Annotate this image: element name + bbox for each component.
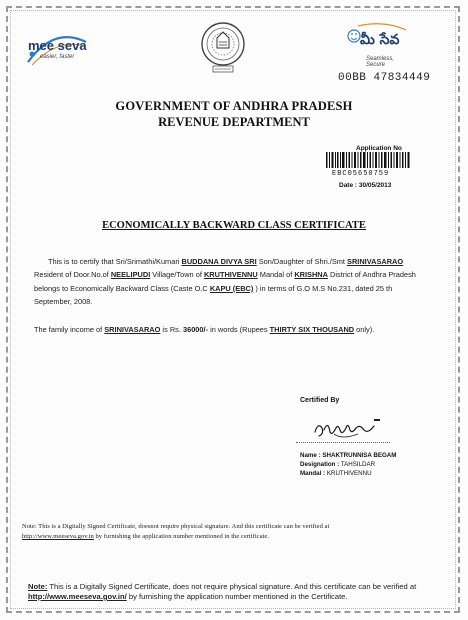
- village-name: NEELIPUDI: [110, 270, 151, 280]
- signatory-designation-row: [300, 461, 375, 468]
- p1-intro: This is to certify that Sri/Srimathi/Kumari: [48, 257, 182, 266]
- note-small-link[interactable]: http://www.meeseva.gov.in: [22, 533, 94, 540]
- mandal-name: KRUTHIVENNU: [203, 270, 258, 280]
- note-link[interactable]: http://www.meeseva.gov.in/: [28, 592, 127, 601]
- note-text: This is a Digitally Signed Certificate, does not require physical signature. And this certificate can be verified at: [47, 582, 417, 591]
- p2-end: only).: [354, 325, 375, 334]
- digital-signature-note-small: [22, 522, 422, 542]
- p1-village: Village/Town of: [150, 270, 204, 280]
- mandal-value: KRUTHIVENNU: [326, 470, 372, 477]
- designation-label: Designation :: [300, 461, 340, 468]
- signatory-mandal-row: [300, 470, 372, 477]
- date-value: 30/05/2013: [358, 182, 392, 189]
- mandal-label: Mandal :: [300, 470, 326, 477]
- certificate-title-text: ECONOMICALLY BACKWARD CLASS CERTIFICATE: [102, 220, 366, 231]
- right-logo-tagline: Seamless, Secure: [366, 56, 395, 68]
- signature-image: [312, 414, 378, 444]
- department-title: REVENUE DEPARTMENT: [158, 115, 310, 129]
- income-paragraph: [34, 323, 430, 336]
- certified-by-label: Certified By: [300, 397, 340, 404]
- certification-paragraph: [34, 255, 430, 309]
- note-small-tail: by furnishing the application number mentioned in the certificate.: [93, 533, 269, 540]
- signatory-name: SHAKTRUNNISA BEGAM: [322, 452, 397, 459]
- government-title: GOVERNMENT OF ANDHRA PRADESH: [115, 99, 353, 113]
- district-name: KRISHNA: [294, 270, 328, 280]
- digital-signature-note: [28, 582, 448, 602]
- applicant-name: BUDDANA DIVYA SRI: [181, 257, 257, 266]
- p1-mandal: Mandal of: [257, 270, 295, 280]
- date-label: Date :: [339, 182, 358, 189]
- signature-mark: [374, 419, 380, 421]
- note-small-text: Note: This is a Digitally Signed Certificate, doesnot require physical signature. And this certificate can be verified at: [22, 523, 330, 530]
- caste-name: KAPU (EBC): [209, 283, 254, 293]
- income-words: THIRTY SIX THOUSAND: [269, 325, 355, 334]
- p1-district: District of Andhra Pradesh belongs to Economically Backward Class (Caste O.C: [34, 270, 416, 293]
- certificate-title: [0, 220, 468, 231]
- left-logo-text: mee seva: [28, 38, 87, 53]
- signature-line: [296, 442, 390, 443]
- p1-end: ) in terms of G.O M.S No.231, dated 25 th September, 2008.: [34, 283, 393, 307]
- barcode-icon: [326, 152, 410, 168]
- right-logo-text: మీ సేవ: [360, 32, 400, 48]
- application-number-label: Application No: [356, 145, 402, 152]
- note-lead: Note:: [28, 582, 48, 591]
- p1-relation: Son/Daughter of Shri./Smt: [256, 257, 348, 266]
- serial-number: 00BB 47834449: [338, 72, 431, 84]
- signatory-name-row: [300, 452, 396, 459]
- income-amount: 36000/-: [182, 325, 209, 334]
- designation-value: TAHSILDAR: [340, 461, 376, 468]
- application-number: EBC05650759: [332, 170, 390, 178]
- p2-words: in words (Rupees: [208, 325, 270, 334]
- p2-mid: is Rs.: [160, 325, 183, 334]
- application-date: [339, 182, 391, 189]
- income-parent-name: SRINIVASARAO: [104, 325, 161, 334]
- meeseva-logo-left: [24, 32, 88, 68]
- p1-door: Resident of Door.No.of: [34, 270, 111, 280]
- meeseva-logo-right: [344, 22, 410, 72]
- note-tail: by furnishing the application number mentioned in the Certificate.: [126, 592, 348, 601]
- state-emblem-icon: [199, 18, 247, 80]
- p2-intro: The family income of: [34, 325, 105, 334]
- signatory-name-label: Name :: [300, 452, 321, 459]
- left-logo-tagline: easier, faster: [40, 54, 75, 60]
- parent-name: SRINIVASARAO: [347, 257, 404, 266]
